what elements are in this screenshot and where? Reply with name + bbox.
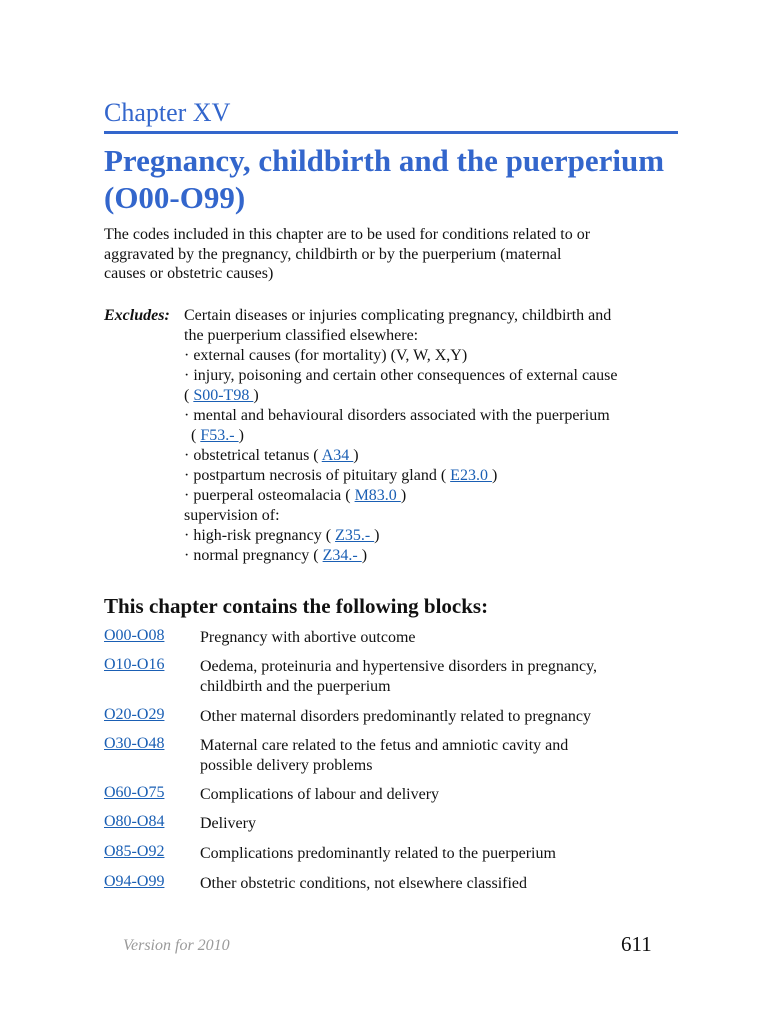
excludes-item-injury: · injury, poisoning and certain other consequences of external cause bbox=[184, 367, 618, 384]
page-number: 611 bbox=[621, 932, 652, 956]
block-code-link[interactable]: O80-O84 bbox=[104, 813, 165, 830]
block-code-link[interactable]: O20-O29 bbox=[104, 706, 165, 723]
blocks-heading: This chapter contains the following blocks: bbox=[104, 594, 489, 618]
excludes-item-mental: · mental and behavioural disorders associated with the puerperium bbox=[184, 407, 610, 424]
block-description: Complications predominantly related to the puerperium bbox=[200, 845, 556, 862]
chapter-title bbox=[104, 142, 704, 216]
excludes-item-injury-ref: ( S00-T98 ) bbox=[184, 387, 259, 404]
excludes-text: the puerperium classified elsewhere: bbox=[184, 327, 419, 344]
excludes-text: Certain diseases or injuries complicating pregnancy, childbirth and bbox=[184, 307, 612, 324]
chapter-label: Chapter XV bbox=[104, 98, 231, 127]
excludes-item-high-risk: · high-risk pregnancy ( Z35.- ) bbox=[184, 527, 380, 544]
excludes-item-tetanus: · obstetrical tetanus ( A34 ) bbox=[184, 447, 359, 464]
block-code-link[interactable]: O60-O75 bbox=[104, 784, 165, 801]
block-description: Pregnancy with abortive outcome bbox=[200, 629, 416, 646]
code-link-a34[interactable]: A34 bbox=[321, 447, 354, 464]
intro-line: aggravated by the pregnancy, childbirth or by the puerperium (maternal bbox=[104, 245, 562, 263]
block-description: Maternal care related to the fetus and amniotic cavity and possible delivery problems bbox=[200, 737, 569, 774]
block-code-link[interactable]: O94-O99 bbox=[104, 873, 165, 890]
code-link-z34[interactable]: Z34.- bbox=[322, 547, 362, 564]
excludes-item-necrosis: · postpartum necrosis of pituitary gland ( E23.0 ) bbox=[184, 467, 498, 484]
block-code-link[interactable]: O10-O16 bbox=[104, 656, 165, 673]
intro-line: causes or obstetric causes) bbox=[104, 265, 274, 282]
excludes-list bbox=[184, 306, 694, 566]
block-code-link[interactable]: O00-O08 bbox=[104, 627, 165, 644]
block-description: Complications of labour and delivery bbox=[200, 786, 440, 803]
chapter-title-line2: (O00-O99) bbox=[104, 180, 246, 215]
excludes-item-normal: · normal pregnancy ( Z34.- ) bbox=[184, 547, 368, 564]
code-link-s00-t98[interactable]: S00-T98 bbox=[193, 387, 254, 404]
block-description: Other maternal disorders predominantly related to pregnancy bbox=[200, 708, 591, 725]
footer-version: Version for 2010 bbox=[123, 937, 230, 954]
excludes-item-external-causes: · external causes (for mortality) (V, W, X,Y) bbox=[184, 347, 468, 364]
block-description: Delivery bbox=[200, 815, 256, 832]
block-code-link[interactable]: O85-O92 bbox=[104, 843, 165, 860]
excludes-label: Excludes: bbox=[104, 307, 170, 324]
chapter-rule bbox=[104, 131, 678, 134]
excludes-supervision-label: supervision of: bbox=[184, 507, 280, 524]
block-description: Other obstetric conditions, not elsewhere classified bbox=[200, 875, 528, 892]
excludes-item-mental-ref: ( F53.- ) bbox=[191, 427, 244, 444]
intro-line: The codes included in this chapter are to be used for conditions related to or bbox=[104, 226, 591, 243]
intro-paragraph bbox=[104, 225, 684, 284]
code-link-m83-0[interactable]: M83.0 bbox=[354, 487, 401, 504]
excludes-item-osteomalacia: · puerperal osteomalacia ( M83.0 ) bbox=[184, 487, 407, 504]
code-link-f53[interactable]: F53.- bbox=[200, 427, 239, 444]
chapter-title-line1: Pregnancy, childbirth and the puerperium bbox=[104, 143, 665, 178]
code-link-z35[interactable]: Z35.- bbox=[335, 527, 375, 544]
block-description: Oedema, proteinuria and hypertensive disorders in pregnancy, childbirth and the puerperium bbox=[200, 658, 598, 695]
block-code-link[interactable]: O30-O48 bbox=[104, 735, 165, 752]
code-link-e23-0[interactable]: E23.0 bbox=[450, 467, 492, 484]
